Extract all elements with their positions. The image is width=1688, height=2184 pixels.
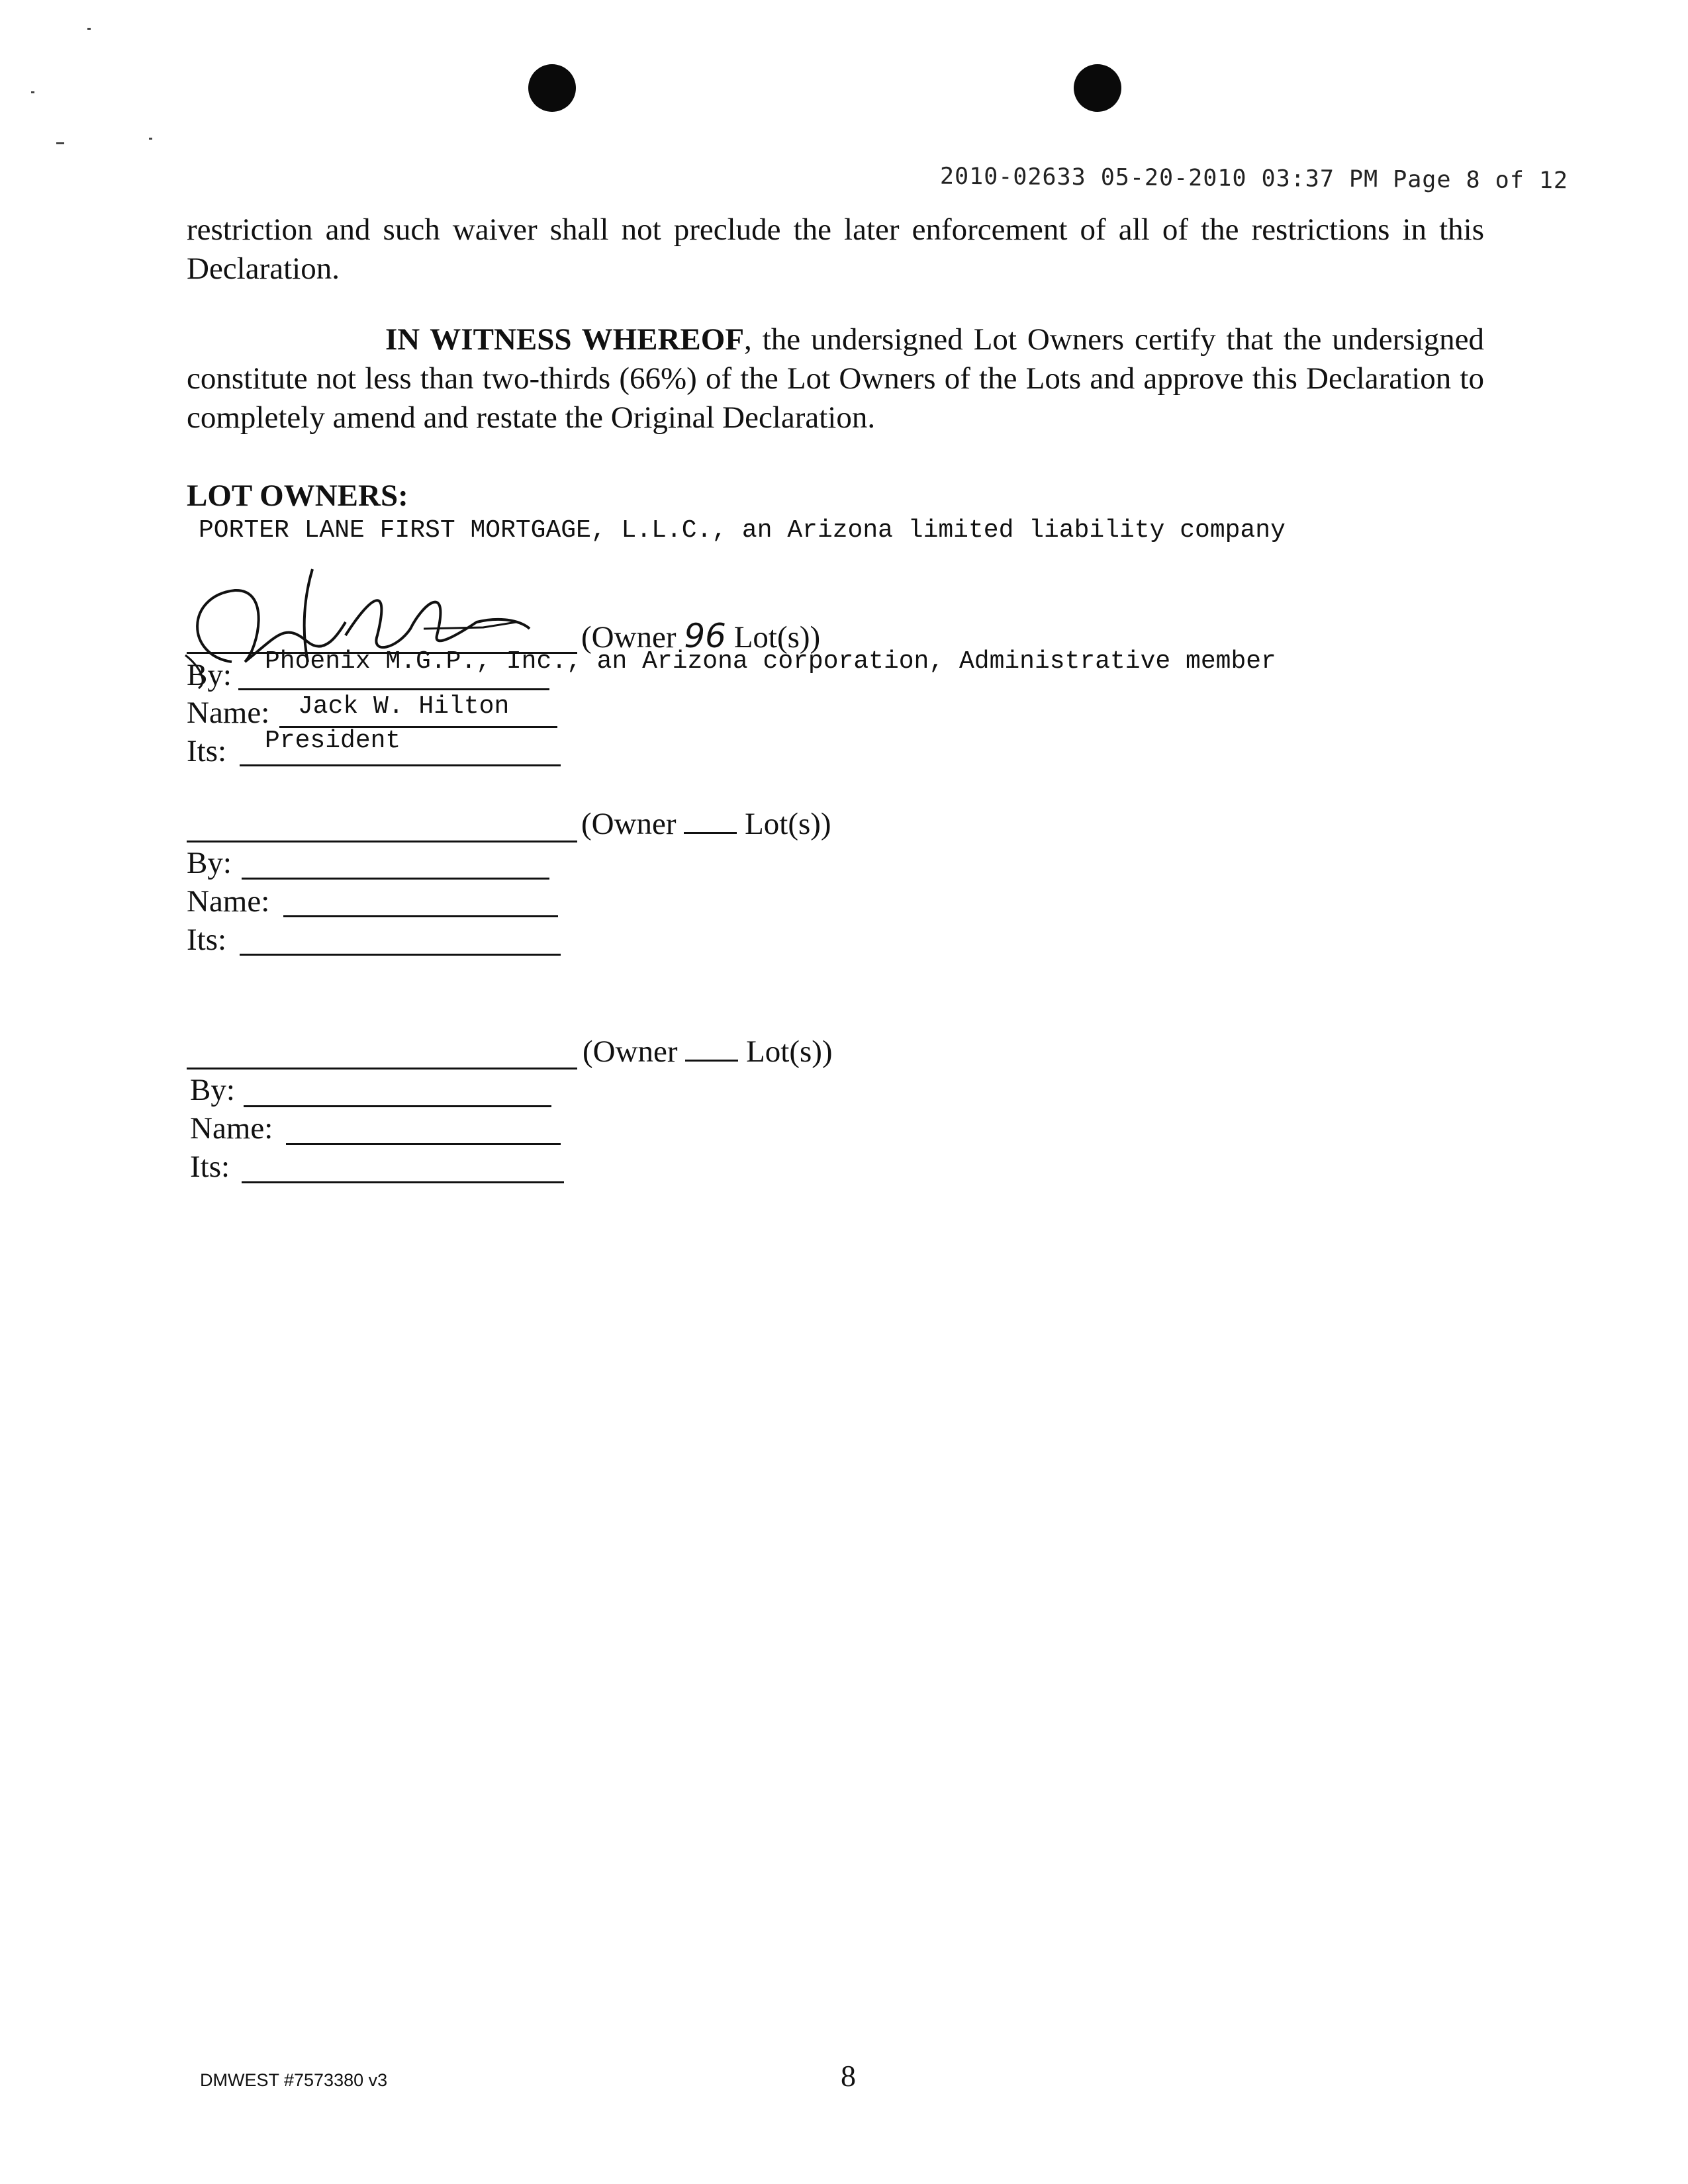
- binder-hole-right: [1074, 64, 1121, 112]
- its-label: Its:: [190, 1150, 230, 1184]
- name-value: Jack W. Hilton: [298, 692, 510, 721]
- by-line: [238, 688, 549, 690]
- owner-prefix: (Owner: [581, 620, 677, 655]
- by-line: [242, 878, 549, 880]
- witness-text: , the undersigned Lot Owners certify that the undersigned constitute not less than two-thirds (66%) of the Lot Owners of the Lots and approve this Declaration to completely amend and restate the Original Declaration.: [187, 322, 1484, 435]
- by-line: [244, 1105, 551, 1107]
- lot-owners-heading: LOT OWNERS:: [187, 478, 408, 513]
- witness-paragraph: [187, 320, 1484, 437]
- name-label: Name:: [190, 1111, 273, 1146]
- its-label: Its:: [187, 734, 227, 768]
- owner-prefix: (Owner: [581, 807, 677, 841]
- owner-suffix: Lot(s)): [745, 807, 831, 841]
- by-label: By:: [187, 658, 232, 692]
- page-number: 8: [841, 2059, 856, 2093]
- paragraph-continuation: [187, 210, 1484, 289]
- name-label: Name:: [187, 884, 270, 919]
- its-line: [242, 1181, 564, 1183]
- lot-count-blank: [684, 808, 737, 834]
- its-line: [240, 764, 561, 766]
- lot-count-blank: [685, 1036, 738, 1062]
- signature-line: [187, 841, 577, 842]
- owner-suffix: Lot(s)): [733, 620, 821, 655]
- scan-speck: [31, 91, 34, 93]
- scan-speck: [87, 28, 91, 30]
- witness-lead: IN WITNESS WHEREOF: [385, 322, 745, 357]
- by-value: Phoenix M.G.P., Inc., an Arizona corporation, Administrative member: [265, 647, 1276, 676]
- owner-suffix: Lot(s)): [746, 1034, 833, 1069]
- recording-stamp: 2010-02633 05-20-2010 03:37 PM Page 8 of 12: [939, 163, 1569, 195]
- paragraph-continuation-text: restriction and such waiver shall not preclude the later enforcement of all of the restrictions in this Declaration.: [187, 212, 1484, 286]
- name-line: [286, 1143, 561, 1145]
- signature-line: [187, 1068, 577, 1069]
- owner-lots-label: [583, 1034, 833, 1069]
- scan-speck: [56, 142, 64, 144]
- owner-company: PORTER LANE FIRST MORTGAGE, L.L.C., an Arizona limited liability company: [199, 516, 1286, 545]
- scan-speck: [149, 138, 152, 140]
- owner-prefix: (Owner: [583, 1034, 678, 1069]
- name-line: [283, 915, 558, 917]
- its-line: [240, 954, 561, 956]
- its-label: Its:: [187, 923, 227, 957]
- by-label: By:: [190, 1073, 235, 1107]
- by-label: By:: [187, 846, 232, 880]
- document-id: DMWEST #7573380 v3: [200, 2070, 388, 2090]
- lot-count-handwritten: 96: [684, 617, 726, 655]
- its-value: President: [265, 727, 401, 755]
- owner-lots-label: [581, 806, 831, 842]
- name-label: Name:: [187, 696, 270, 730]
- binder-hole-left: [528, 64, 576, 112]
